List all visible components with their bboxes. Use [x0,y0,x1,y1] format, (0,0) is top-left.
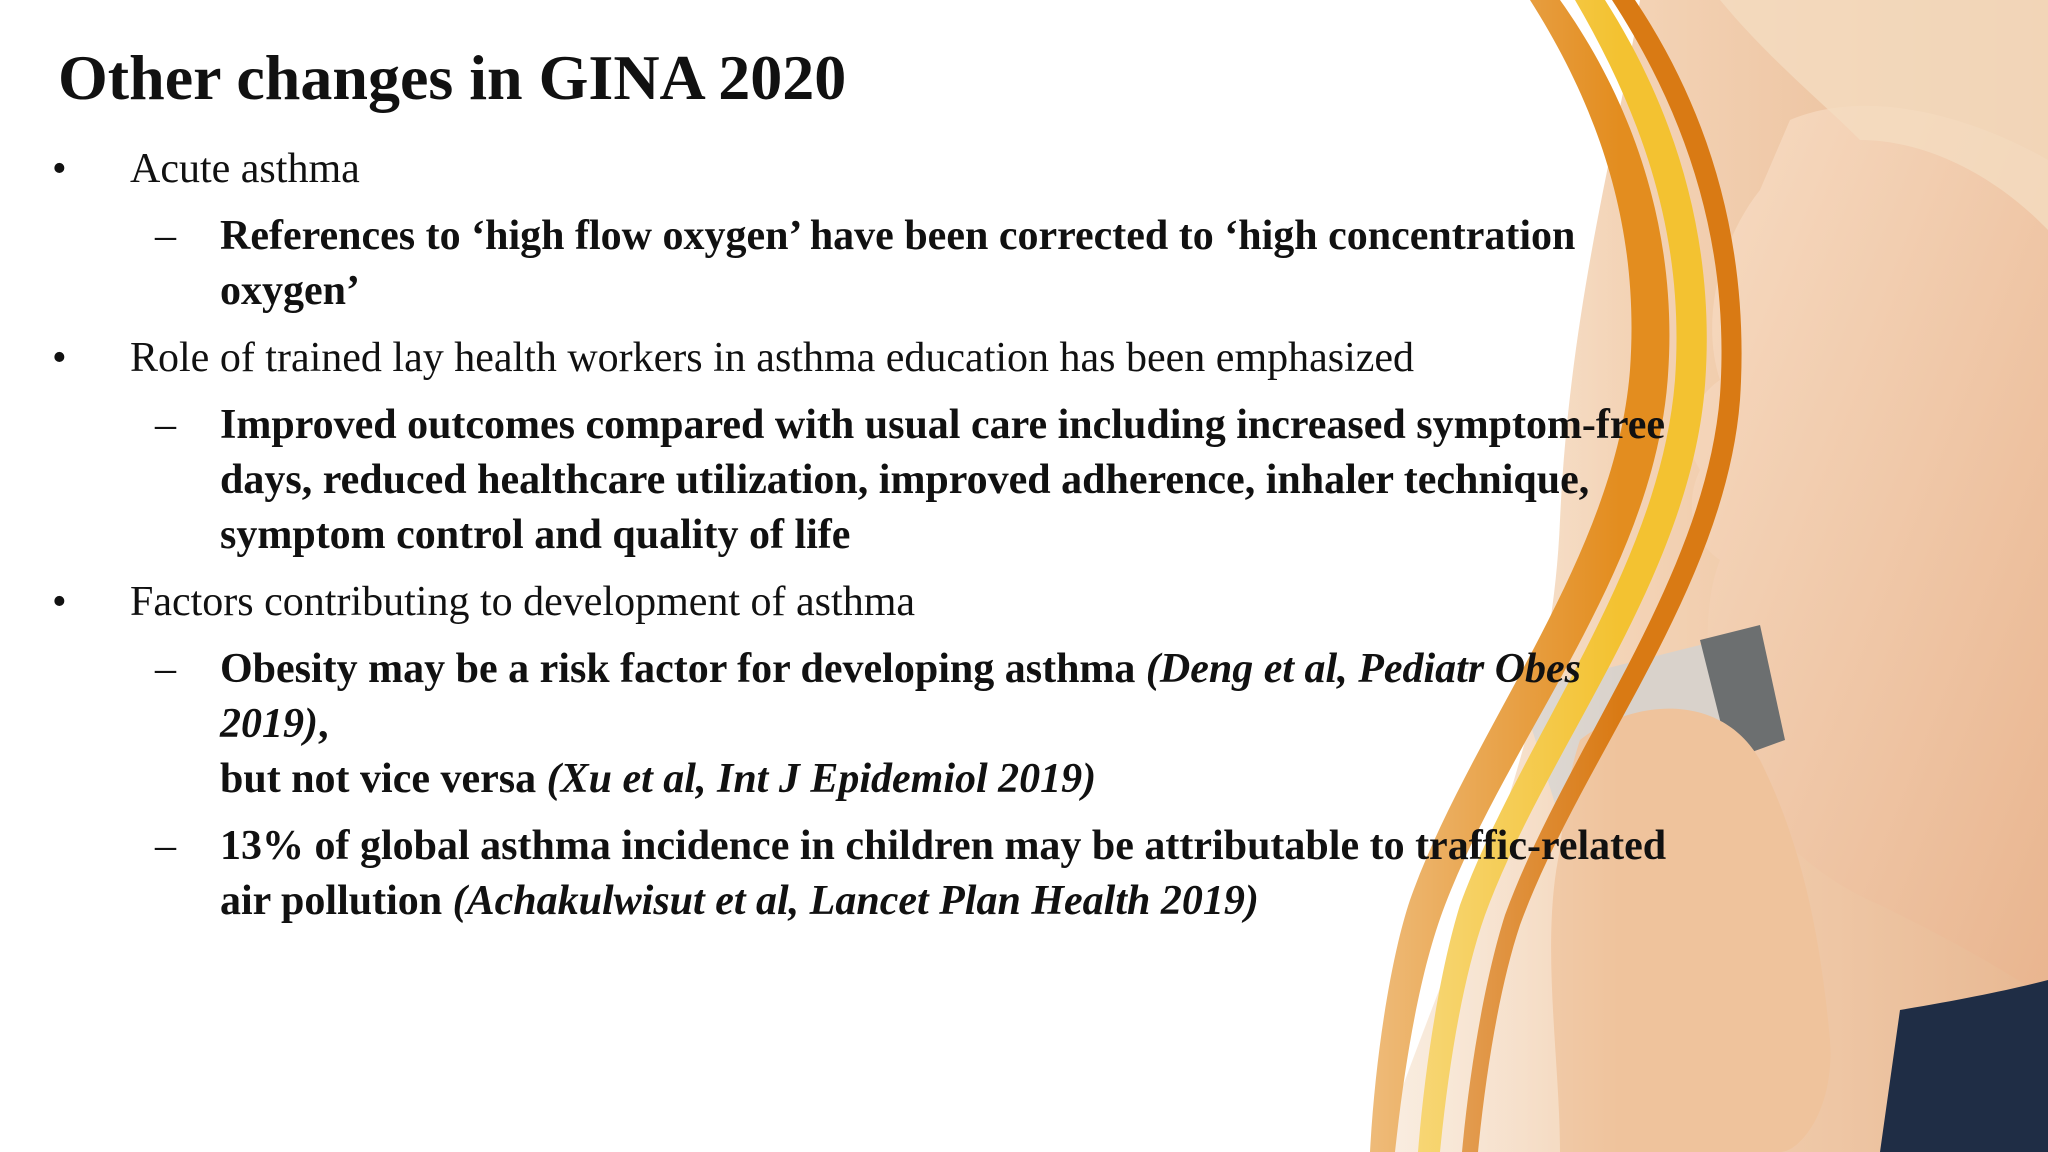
sub-bullet-line: symptom control and quality of life [220,512,851,558]
bullet-lay-health-workers [0,331,2048,386]
sub-bullet-line: Improved outcomes compared with usual care including increased symptom-free [220,402,1666,448]
sub-bullet-obesity [0,642,1820,807]
sub-bullet-text: but not vice versa [220,756,547,802]
citation: (Xu et al, Int J Epidemiol 2019) [546,756,1097,802]
sub-bullet-text: , [318,701,329,747]
sub-bullet-outcomes [0,398,1820,563]
bullet-marker: • [52,579,67,625]
sub-bullet-line: days, reduced healthcare utilization, improved adherence, inhaler technique, [220,457,1590,503]
dash-marker: – [155,646,176,692]
bullet-development-factors [0,575,2048,630]
dash-marker: – [155,213,176,259]
sub-bullet-text: air pollution [220,878,453,924]
bullet-text: Role of trained lay health workers in asthma education has been emphasized [130,335,1415,381]
sub-bullet-text: Obesity may be a risk factor for developing asthma [220,646,1146,692]
sub-bullet-air-pollution [0,819,1820,929]
sub-bullet-oxygen [0,209,1820,319]
citation: (Deng et al, Pediatr Obes [1145,646,1582,692]
sub-bullet-line: References to ‘high flow oxygen’ have been corrected to ‘high concentration [220,213,1576,259]
sub-bullet-line [220,697,1820,752]
sub-bullet-line [220,642,1820,697]
sub-bullet-line: oxygen’ [220,268,360,314]
sub-bullet-line: 13% of global asthma incidence in children may be attributable to traffic-related [220,823,1667,869]
bullet-acute-asthma [0,142,2048,197]
sub-bullet-line [220,874,1820,929]
dash-marker: – [155,823,176,869]
bullet-marker: • [52,146,67,192]
dash-marker: – [155,402,176,448]
bullet-list [0,142,2048,941]
citation: 2019) [220,701,318,747]
bullet-marker: • [52,335,67,381]
sub-bullet-line [220,752,1820,807]
bullet-text: Factors contributing to development of asthma [130,579,915,625]
slide-title: Other changes in GINA 2020 [58,42,847,113]
citation: (Achakulwisut et al, Lancet Plan Health 2019) [452,878,1259,924]
bullet-text: Acute asthma [130,146,360,192]
